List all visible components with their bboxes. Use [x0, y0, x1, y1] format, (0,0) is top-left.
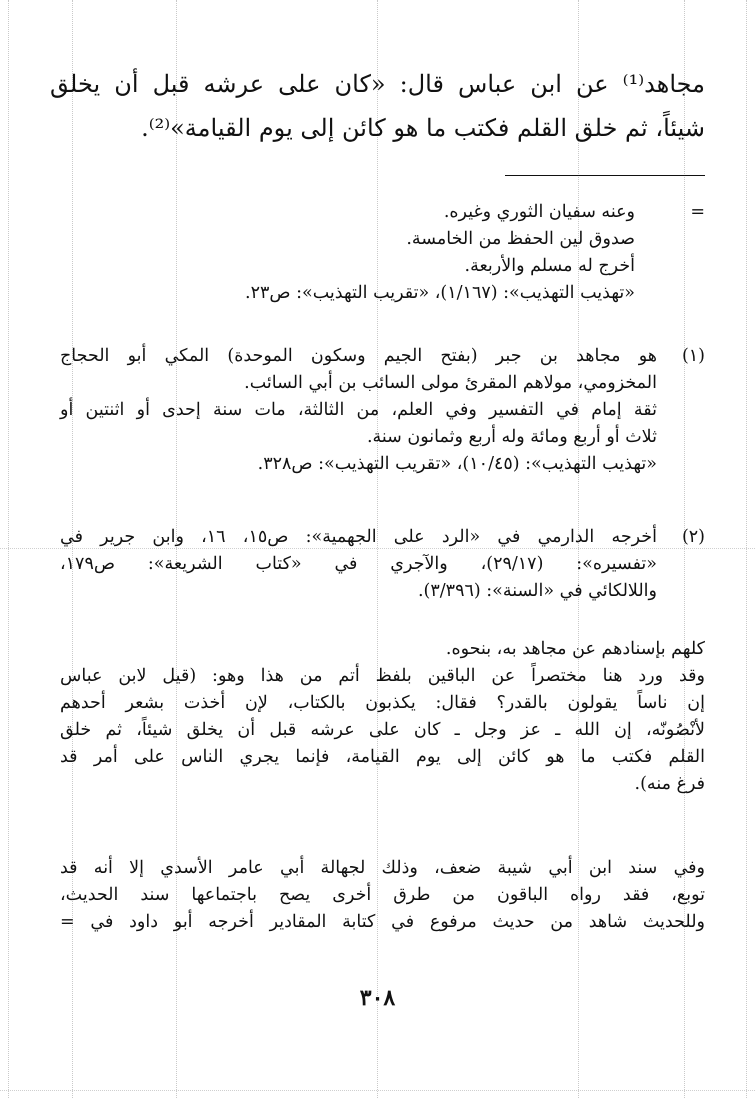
- main-text-line: شيئاً، ثم خلق القلم فكتب ما هو كائن إلى يوم القيامة»⁽²⁾.: [141, 114, 705, 142]
- footnote-marker: (١): [681, 346, 705, 366]
- footnote-line: أخرج له مسلم والأربعة.: [464, 256, 635, 276]
- footnote-line: ثقة إمام في التفسير وفي العلم، من الثالثة، مات سنة إحدى أو اثنتين أو: [60, 400, 657, 420]
- footnote-2: [60, 524, 705, 605]
- footnote-line: توبع، فقد رواه الباقون من طرق أخرى يصح باجتماعها سند الحديث،: [60, 885, 705, 905]
- footnote-line: القلم فكتب ما هو كائن إلى يوم القيامة، فإنما يجري الناس على أمر قد: [60, 747, 705, 767]
- footnote-continued: [60, 199, 705, 307]
- footnote-separator: [505, 175, 705, 176]
- footnote-line: كلهم بإسنادهم عن مجاهد به، بنحوه.: [445, 639, 705, 659]
- footnote-line: هو مجاهد بن جبر (بفتح الجيم وسكون الموحدة) المكي أبو الحجاج: [60, 346, 657, 366]
- footnote-body: [60, 343, 657, 478]
- footnote-line: إن ناساً يقولون بالقدر؟ فقال: يكذبون بالكتاب، لإن أخذت بشعر أحدهم: [60, 693, 705, 713]
- footnote-marker: =: [690, 202, 705, 222]
- footnote-line: وقد ورد هنا مختصراً عن الباقين بلفظ أتم من هذا وهو: (قيل لابن عباس: [60, 666, 705, 686]
- footnote-line: واللالكائي في «السنة»: (٣/٣٩٦).: [417, 581, 657, 601]
- footnote-2-paragraph: [60, 855, 705, 936]
- footnote-line: وعنه سفيان الثوري وغيره.: [443, 202, 635, 222]
- footnote-line: «تهذيب التهذيب»: (١٠/٤٥)، «تقريب التهذيب»: ص٣٢٨.: [257, 454, 657, 474]
- footnote-line: «تهذيب التهذيب»: (١/١٦٧)، «تقريب التهذيب»: ص٢٣.: [245, 283, 635, 303]
- footnote-body: [60, 636, 705, 798]
- footnote-line: لأنْصُونّه، إن الله ـ عز وجل ـ كان على عرشه قبل أن يخلق شيئاً، ثم خلق: [60, 720, 705, 740]
- main-text-line: مجاهد⁽¹⁾ عن ابن عباس قال: «كان على عرشه قبل أن يخلق: [50, 70, 705, 98]
- footnote-line: وللحديث شاهد من حديث مرفوع في كتابة المقادير أخرجه أبو داود في =: [60, 912, 705, 932]
- footnote-line: فرغ منه).: [634, 774, 705, 794]
- page-number: ٣٠٨: [359, 985, 396, 1011]
- footnote-2-continued: [60, 636, 705, 798]
- footnote-line: «تفسيره»: (٢٩/١٧)، والآجري في «كتاب الشريعة»: ص١٧٩،: [60, 554, 658, 574]
- footnote-marker: (٢): [681, 527, 705, 547]
- footnote-1: [60, 343, 705, 478]
- footnote-body: [60, 524, 657, 605]
- footnote-line: أخرجه الدارمي في «الرد على الجهمية»: ص١٥، ١٦، وابن جرير في: [60, 527, 657, 547]
- footnote-line: ثلاث أو أربع ومائة وله أربع وثمانون سنة.: [366, 427, 657, 447]
- footnote-body: [60, 199, 635, 307]
- footnote-body: [60, 855, 705, 936]
- footnote-line: صدوق لين الحفظ من الخامسة.: [406, 229, 635, 249]
- footnote-line: المخزومي، مولاهم المقرئ مولى السائب بن أبي السائب.: [244, 373, 657, 393]
- footnote-line: وفي سند ابن أبي شيبة ضعف، وذلك لجهالة أبي عامر الأسدي إلا أنه قد: [60, 858, 705, 878]
